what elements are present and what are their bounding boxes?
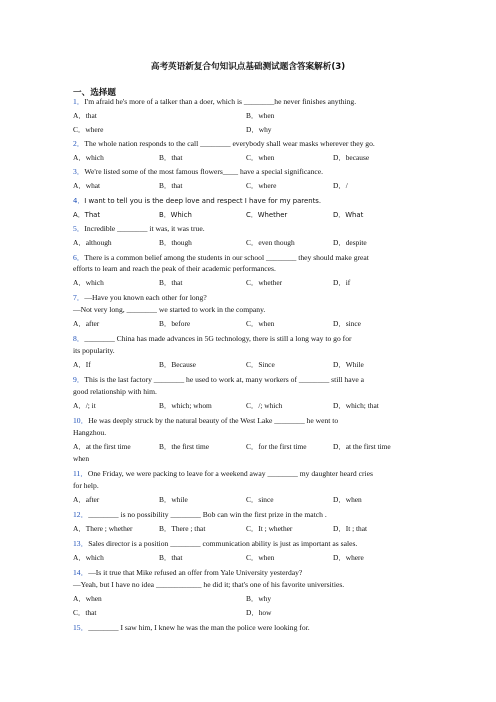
option-c: C．even though <box>246 238 295 247</box>
option-d: D．/ <box>333 181 348 190</box>
option-c: C．when <box>246 553 275 562</box>
option-c: C．It ; whether <box>246 524 293 533</box>
question-7-continued: —Not very long, ________ we started to work in the company. <box>73 305 266 314</box>
option-d: D．how <box>246 608 272 617</box>
question-number: 6． <box>73 253 85 262</box>
question-text: Sales director is a position ________ communication ability is just as important as sales. <box>88 539 358 548</box>
option-c: C．where <box>246 181 277 190</box>
option-b: B．that <box>159 278 183 287</box>
option-b: B．Because <box>159 360 196 369</box>
option-c: C．that <box>73 608 97 617</box>
question-2 <box>73 139 375 149</box>
question-number: 13． <box>73 539 89 548</box>
question-text: There is a common belief among the students in our school ________ they should make great <box>84 253 369 262</box>
question-15 <box>73 623 310 633</box>
question-number: 5． <box>73 224 85 233</box>
option-a: A．If <box>73 360 91 369</box>
question-number: 10． <box>73 416 89 425</box>
option-b: B．There ; that <box>159 524 206 533</box>
question-14-continued: —Yeah, but I have no idea ____________ he did it; that's one of his favorite universities. <box>73 580 345 589</box>
question-text: ________ I saw him, I knew he was the man the police were looking for. <box>88 623 310 632</box>
question-number: 1． <box>73 97 85 106</box>
option-a: A．although <box>73 238 112 247</box>
option-c: C．since <box>246 495 274 504</box>
option-b: B．that <box>159 181 183 190</box>
question-10 <box>73 416 338 426</box>
option-d: D．While <box>333 360 364 369</box>
option-d: D．since <box>333 319 361 328</box>
option-b: B．which; whom <box>159 401 212 410</box>
option-d: D．when <box>333 495 362 504</box>
question-9-continued: good relationship with him. <box>73 387 157 396</box>
document-title: 高考英语新复合句知识点基础测试题含答案解析(3) <box>150 62 346 72</box>
question-text: We're listed some of the most famous flowers____ have a special significance. <box>84 167 324 176</box>
option-b: B．the first time <box>159 442 210 451</box>
question-text: ________ is no possibility ________ Bob can win the first prize in the match . <box>88 510 327 519</box>
option-b: B．before <box>159 319 191 328</box>
option-a: A．That <box>73 211 101 219</box>
option-c: C．when <box>246 153 275 162</box>
option-d: D．if <box>333 278 351 287</box>
option-d: D．where <box>333 553 364 562</box>
question-13 <box>73 539 357 549</box>
question-text: He was deeply struck by the natural beauty of the West Lake ________ he went to <box>88 416 339 425</box>
option-d: D．which; that <box>333 401 379 410</box>
option-b: B．though <box>159 238 192 247</box>
question-number: 3． <box>73 167 85 176</box>
question-number: 8． <box>73 334 85 343</box>
question-number: 2． <box>73 139 85 148</box>
question-8-continued: its popularity. <box>73 346 115 355</box>
option-b: B．Which <box>159 211 192 219</box>
question-6 <box>73 253 369 263</box>
option-b: B．that <box>159 153 183 162</box>
question-number: 11． <box>73 469 88 478</box>
option-d: D．because <box>333 153 370 162</box>
question-12 <box>73 510 327 520</box>
question-text: This is the last factory ________ he used to work at, many workers of ________ still have a <box>84 375 365 384</box>
question-3 <box>73 167 323 177</box>
section-heading: 一、选择题 <box>73 88 116 98</box>
option-a: A．which <box>73 553 104 562</box>
option-a: A．after <box>73 495 100 504</box>
option-d: D．at the first time <box>333 442 391 451</box>
option-b: B．when <box>246 111 275 120</box>
question-8 <box>73 334 352 344</box>
option-c: C．/; which <box>246 401 283 410</box>
question-text: I want to tell you is the deep love and respect I have for my parents. <box>84 197 322 205</box>
question-4 <box>73 196 321 206</box>
option-a: A．which <box>73 278 104 287</box>
question-text: —Is it true that Mike refused an offer from Yale University yesterday? <box>88 568 303 577</box>
question-text: —Have you known each other for long? <box>84 293 207 302</box>
question-text: One Friday, we were packing to leave for a weekend away ________ my daughter heard cries <box>87 469 373 478</box>
option-a: A．that <box>73 111 97 120</box>
option-a: A．There ; whether <box>73 524 133 533</box>
question-11-continued: for help. <box>73 481 99 490</box>
option-c: C．where <box>73 125 104 134</box>
option-a: A．what <box>73 181 101 190</box>
option-d: D．why <box>246 125 272 134</box>
option-a: A．which <box>73 153 104 162</box>
question-text: Incredible ________ it was, it was true. <box>84 224 205 233</box>
option-b: B．why <box>246 594 272 603</box>
question-10-continued: Hangzhou. <box>73 428 107 437</box>
option-c: C．whether <box>246 278 283 287</box>
question-7 <box>73 293 207 303</box>
question-text: The whole nation responds to the call ________ everybody shall wear masks wherever they go. <box>84 139 375 148</box>
option-a: A．at the first time <box>73 442 131 451</box>
option-c: C．Since <box>246 360 275 369</box>
option-b: B．that <box>159 553 183 562</box>
option-b: B．while <box>159 495 188 504</box>
option-d: D．despite <box>333 238 367 247</box>
option-a: A．after <box>73 319 100 328</box>
option-d: D．What <box>333 211 364 219</box>
question-11 <box>73 469 373 479</box>
option-d-continued: when <box>73 454 90 463</box>
question-text: ________ China has made advances in 5G technology, there is still a long way to go for <box>84 334 352 343</box>
question-14 <box>73 568 302 578</box>
question-5 <box>73 224 205 234</box>
question-9 <box>73 375 364 385</box>
question-1 <box>73 97 356 107</box>
question-number: 12． <box>73 510 89 519</box>
question-number: 15． <box>73 623 89 632</box>
option-c: C．Whether <box>246 211 288 219</box>
option-a: A．when <box>73 594 102 603</box>
question-text: I'm afraid he's more of a talker than a doer, which is ________he never finishes anything. <box>84 97 357 106</box>
option-c: C．when <box>246 319 275 328</box>
question-number: 9． <box>73 375 85 384</box>
question-number: 14． <box>73 568 89 577</box>
option-c: C．for the first time <box>246 442 307 451</box>
question-number: 7． <box>73 293 85 302</box>
question-number: 4． <box>73 197 85 205</box>
option-a: A．/; it <box>73 401 96 410</box>
question-6-continued: efforts to learn and reach the peak of their academic performances. <box>73 264 276 273</box>
option-d: D．It ; that <box>333 524 368 533</box>
